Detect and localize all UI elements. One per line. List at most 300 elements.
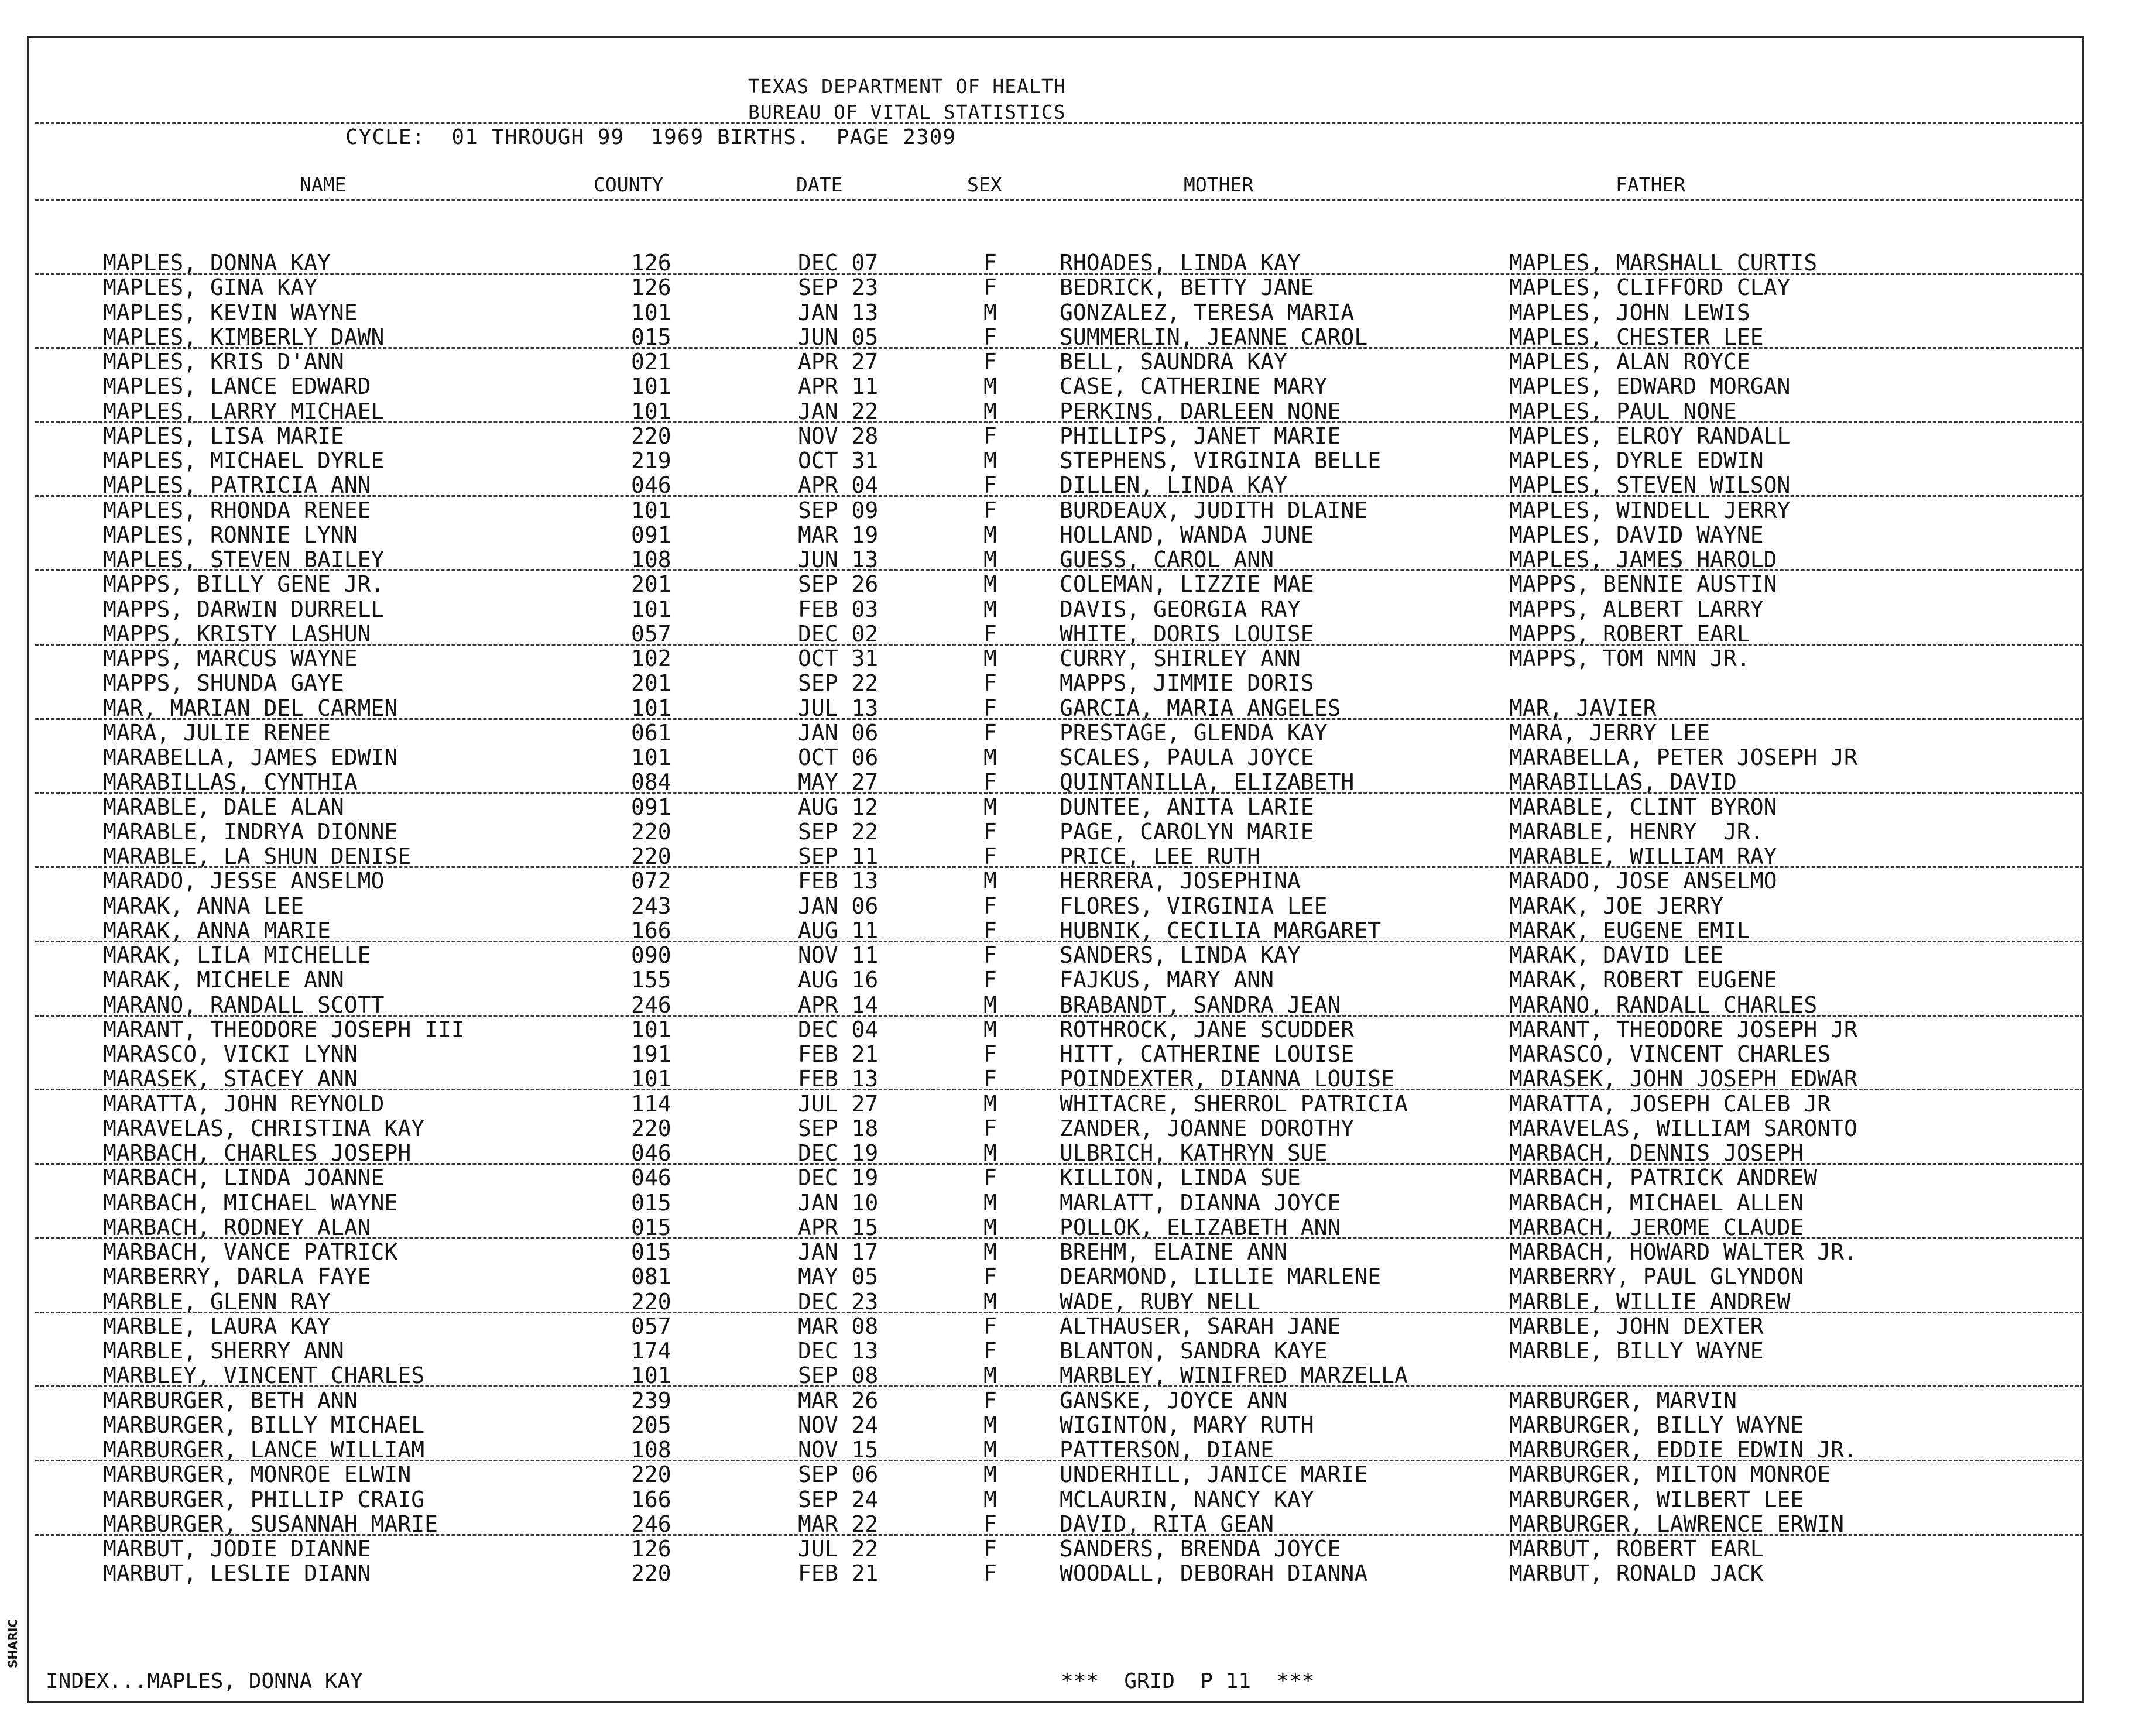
cell-county: 220	[631, 843, 671, 869]
cell-father: MARAK, EUGENE EMIL	[1509, 917, 1750, 944]
cell-mother: STEPHENS, VIRGINIA BELLE	[1060, 448, 1382, 474]
table-row	[0, 770, 2139, 794]
cell-date: NOV 15	[798, 1437, 879, 1463]
table-row	[0, 993, 2139, 1017]
table-row	[0, 275, 2139, 300]
cell-name: MARABELLA, JAMES EDWIN	[103, 745, 398, 770]
cell-father: MARBUT, ROBERT EARL	[1509, 1536, 1764, 1562]
cell-county: 091	[631, 522, 671, 548]
cell-mother: BELL, SAUNDRA KAY	[1060, 349, 1287, 375]
cell-name: MARAK, MICHELE ANN	[103, 967, 344, 993]
cell-date: JAN 06	[798, 719, 879, 746]
cell-name: MARAK, ANNA MARIE	[103, 917, 331, 944]
cell-name: MAPPS, MARCUS WAYNE	[103, 646, 358, 671]
cell-sex: M	[983, 794, 997, 820]
table-row	[0, 399, 2139, 424]
cell-mother: WOODALL, DEBORAH DIANNA	[1060, 1560, 1368, 1587]
cell-county: 015	[631, 1214, 671, 1240]
cell-county: 155	[631, 967, 671, 993]
cell-county: 126	[631, 1536, 671, 1562]
cell-sex: F	[983, 1387, 997, 1413]
cell-date: JUL 22	[798, 1536, 879, 1562]
cell-father: MARASEK, JOHN JOSEPH EDWAR	[1509, 1066, 1857, 1092]
table-row	[0, 325, 2139, 349]
cell-sex: F	[983, 1560, 997, 1587]
cell-sex: F	[983, 893, 997, 919]
cell-county: 101	[631, 299, 671, 325]
cell-father: MARAVELAS, WILLIAM SARONTO	[1509, 1115, 1857, 1141]
cell-sex: M	[983, 299, 997, 325]
cycle-line: CYCLE: 01 THROUGH 99 1969 BIRTHS. PAGE 2309	[345, 125, 956, 149]
table-row	[0, 1042, 2139, 1066]
cell-date: DEC 04	[798, 1016, 879, 1042]
cell-mother: HITT, CATHERINE LOUISE	[1060, 1041, 1355, 1067]
cell-mother: ROTHROCK, JANE SCUDDER	[1060, 1016, 1355, 1042]
cell-county: 101	[631, 1016, 671, 1042]
cell-sex: F	[983, 497, 997, 523]
cell-sex: F	[983, 818, 997, 845]
cell-county: 015	[631, 324, 671, 350]
cell-county: 015	[631, 1239, 671, 1265]
cell-county: 101	[631, 596, 671, 622]
cell-name: MAPLES, KEVIN WAYNE	[103, 299, 358, 325]
cell-mother: WIGINTON, MARY RUTH	[1060, 1412, 1314, 1438]
cell-name: MARBURGER, SUSANNAH MARIE	[103, 1511, 438, 1537]
cell-mother: GONZALEZ, TERESA MARIA	[1060, 299, 1355, 325]
table-row	[0, 943, 2139, 968]
cell-date: DEC 13	[798, 1338, 879, 1364]
cell-father: MAPLES, MARSHALL CURTIS	[1509, 250, 1818, 276]
cell-date: OCT 31	[798, 646, 879, 671]
table-row	[0, 1289, 2139, 1314]
cell-county: 057	[631, 620, 671, 647]
cell-name: MARABLE, LA SHUN DENISE	[103, 843, 412, 869]
cell-mother: COLEMAN, LIZZIE MAE	[1060, 571, 1314, 598]
cell-county: 072	[631, 868, 671, 894]
table-row	[0, 349, 2139, 374]
cell-name: MARBACH, RODNEY ALAN	[103, 1214, 371, 1240]
cell-county: 091	[631, 794, 671, 820]
cell-county: 061	[631, 719, 671, 746]
cell-mother: DEARMOND, LILLIE MARLENE	[1060, 1264, 1382, 1290]
cell-date: JAN 06	[798, 893, 879, 919]
table-row	[0, 1141, 2139, 1165]
cell-county: 166	[631, 917, 671, 944]
cell-mother: UNDERHILL, JANICE MARIE	[1060, 1461, 1368, 1488]
cell-name: MARASEK, STACEY ANN	[103, 1066, 358, 1092]
cell-county: 205	[631, 1412, 671, 1438]
table-row	[0, 1536, 2139, 1561]
cell-father: MAPLES, DAVID WAYNE	[1509, 522, 1764, 548]
cell-date: NOV 11	[798, 942, 879, 968]
cell-county: 243	[631, 893, 671, 919]
cell-date: AUG 12	[798, 794, 879, 820]
table-row	[0, 968, 2139, 992]
table-row	[0, 671, 2139, 695]
cell-date: SEP 09	[798, 497, 879, 523]
table-row	[0, 1462, 2139, 1487]
table-row	[0, 869, 2139, 893]
cell-county: 021	[631, 349, 671, 375]
cell-date: JUL 13	[798, 695, 879, 721]
cell-county: 090	[631, 942, 671, 968]
cell-mother: BURDEAUX, JUDITH DLAINE	[1060, 497, 1368, 523]
cell-date: DEC 23	[798, 1288, 879, 1315]
table-row	[0, 1388, 2139, 1413]
cell-date: APR 14	[798, 991, 879, 1018]
cell-date: MAR 19	[798, 522, 879, 548]
cell-mother: WADE, RUBY NELL	[1060, 1288, 1261, 1315]
cell-sex: F	[983, 250, 997, 276]
cell-mother: CURRY, SHIRLEY ANN	[1060, 646, 1301, 671]
cell-sex: F	[983, 1511, 997, 1537]
cell-mother: BRABANDT, SANDRA JEAN	[1060, 991, 1341, 1018]
cell-date: SEP 22	[798, 818, 879, 845]
cell-sex: F	[983, 349, 997, 375]
column-header-sex: SEX	[967, 173, 1002, 196]
table-row	[0, 1339, 2139, 1363]
table-row	[0, 696, 2139, 721]
cell-father: MARBUT, RONALD JACK	[1509, 1560, 1764, 1587]
cell-mother: PERKINS, DARLEEN NONE	[1060, 398, 1341, 424]
cell-father: MARBURGER, WILBERT LEE	[1509, 1486, 1804, 1512]
cell-sex: M	[983, 1412, 997, 1438]
cell-father: MARADO, JOSE ANSELMO	[1509, 868, 1777, 894]
cell-name: MAPLES, LISA MARIE	[103, 423, 344, 449]
table-row	[0, 424, 2139, 448]
cell-father: MAPPS, TOM NMN JR.	[1509, 646, 1750, 671]
cell-county: 101	[631, 373, 671, 400]
cell-date: DEC 19	[798, 1165, 879, 1191]
cell-sex: M	[983, 991, 997, 1018]
cell-mother: SUMMERLIN, JEANNE CAROL	[1060, 324, 1368, 350]
cell-father: MAPPS, BENNIE AUSTIN	[1509, 571, 1777, 598]
cell-sex: M	[983, 1090, 997, 1117]
table-row	[0, 1264, 2139, 1289]
table-row	[0, 844, 2139, 869]
cell-name: MARBACH, MICHAEL WAYNE	[103, 1189, 398, 1216]
cell-father: MARBLE, JOHN DEXTER	[1509, 1313, 1764, 1339]
cell-father: MAPLES, WINDELL JERRY	[1509, 497, 1791, 523]
cell-father: MAPLES, DYRLE EDWIN	[1509, 448, 1764, 474]
cell-father: MARAK, DAVID LEE	[1509, 942, 1724, 968]
cell-father: MARBURGER, EDDIE EDWIN JR.	[1509, 1437, 1857, 1463]
cell-mother: FAJKUS, MARY ANN	[1060, 967, 1274, 993]
cell-county: 057	[631, 1313, 671, 1339]
cell-father: MARABLE, CLINT BYRON	[1509, 794, 1777, 820]
cell-sex: F	[983, 1066, 997, 1092]
cell-date: JUN 13	[798, 547, 879, 572]
cell-date: JUN 05	[798, 324, 879, 350]
cell-father: MAPLES, ELROY RANDALL	[1509, 423, 1791, 449]
cell-mother: BLANTON, SANDRA KAYE	[1060, 1338, 1328, 1364]
cell-mother: GUESS, CAROL ANN	[1060, 547, 1274, 572]
cell-name: MARBACH, CHARLES JOSEPH	[103, 1140, 412, 1166]
agency-title: TEXAS DEPARTMENT OF HEALTH	[748, 75, 1066, 98]
cell-sex: F	[983, 769, 997, 795]
table-row	[0, 1561, 2139, 1586]
cell-mother: PRICE, LEE RUTH	[1060, 843, 1261, 869]
cell-name: MAPLES, DONNA KAY	[103, 250, 331, 276]
cell-name: MARBURGER, BETH ANN	[103, 1387, 358, 1413]
cell-father: MAPLES, ALAN ROYCE	[1509, 349, 1750, 375]
table-row	[0, 1314, 2139, 1339]
table-row	[0, 251, 2139, 275]
cell-mother: SANDERS, BRENDA JOYCE	[1060, 1536, 1341, 1562]
cell-name: MAPPS, BILLY GENE JR.	[103, 571, 385, 598]
cell-sex: M	[983, 1140, 997, 1166]
cell-county: 201	[631, 670, 671, 697]
cell-name: MAPLES, MICHAEL DYRLE	[103, 448, 385, 474]
table-row	[0, 1092, 2139, 1116]
cell-father: MARBACH, MICHAEL ALLEN	[1509, 1189, 1804, 1216]
cell-father: MARBACH, DENNIS JOSEPH	[1509, 1140, 1804, 1166]
row-divider	[35, 495, 2084, 497]
cell-mother: QUINTANILLA, ELIZABETH	[1060, 769, 1355, 795]
cell-date: SEP 23	[798, 275, 879, 301]
cell-mother: HERRERA, JOSEPHINA	[1060, 868, 1301, 894]
cell-county: 108	[631, 1437, 671, 1463]
cell-name: MAPLES, LANCE EDWARD	[103, 373, 371, 400]
cell-date: SEP 06	[798, 1461, 879, 1488]
cell-county: 101	[631, 695, 671, 721]
cell-father: MAPLES, CHESTER LEE	[1509, 324, 1764, 350]
cell-county: 101	[631, 497, 671, 523]
cell-county: 166	[631, 1486, 671, 1512]
cell-name: MARABLE, DALE ALAN	[103, 794, 344, 820]
cell-date: DEC 02	[798, 620, 879, 647]
cell-sex: M	[983, 1214, 997, 1240]
table-row	[0, 1191, 2139, 1215]
cell-name: MAPLES, STEVEN BAILEY	[103, 547, 385, 572]
cell-date: FEB 03	[798, 596, 879, 622]
cell-sex: F	[983, 275, 997, 301]
cell-date: SEP 22	[798, 670, 879, 697]
table-row	[0, 547, 2139, 572]
cell-name: MARBLE, GLENN RAY	[103, 1288, 331, 1315]
cell-mother: HUBNIK, CECILIA MARGARET	[1060, 917, 1382, 944]
cell-county: 191	[631, 1041, 671, 1067]
cell-name: MAPLES, RONNIE LYNN	[103, 522, 358, 548]
cell-mother: BREHM, ELAINE ANN	[1060, 1239, 1287, 1265]
cell-county: 220	[631, 818, 671, 845]
cell-sex: M	[983, 373, 997, 400]
cell-name: MARABILLAS, CYNTHIA	[103, 769, 358, 795]
cell-sex: F	[983, 1338, 997, 1364]
side-label: SHARIC	[6, 1618, 20, 1668]
cell-mother: HOLLAND, WANDA JUNE	[1060, 522, 1314, 548]
cell-date: MAY 05	[798, 1264, 879, 1290]
cell-father: MARABLE, WILLIAM RAY	[1509, 843, 1777, 869]
cell-sex: M	[983, 398, 997, 424]
cell-father: MARATTA, JOSEPH CALEB JR	[1509, 1090, 1831, 1117]
cell-sex: F	[983, 1115, 997, 1141]
cell-county: 046	[631, 472, 671, 499]
cell-father: MARBURGER, MILTON MONROE	[1509, 1461, 1831, 1488]
cell-name: MAPLES, RHONDA RENEE	[103, 497, 371, 523]
cell-county: 101	[631, 745, 671, 770]
cell-sex: M	[983, 571, 997, 598]
cell-sex: F	[983, 472, 997, 499]
cell-name: MAPLES, LARRY MICHAEL	[103, 398, 385, 424]
cell-date: MAY 27	[798, 769, 879, 795]
cell-mother: ALTHAUSER, SARAH JANE	[1060, 1313, 1341, 1339]
cell-date: FEB 13	[798, 1066, 879, 1092]
cell-sex: F	[983, 620, 997, 647]
cell-name: MAPLES, PATRICIA ANN	[103, 472, 371, 499]
cell-mother: ZANDER, JOANNE DOROTHY	[1060, 1115, 1355, 1141]
cell-county: 084	[631, 769, 671, 795]
cell-father: MAPLES, STEVEN WILSON	[1509, 472, 1791, 499]
cell-name: MARBACH, VANCE PATRICK	[103, 1239, 398, 1265]
cell-date: FEB 13	[798, 868, 879, 894]
cell-name: MARBUT, JODIE DIANNE	[103, 1536, 371, 1562]
cell-name: MARA, JULIE RENEE	[103, 719, 331, 746]
cell-sex: F	[983, 1165, 997, 1191]
cell-date: SEP 26	[798, 571, 879, 598]
table-row	[0, 1437, 2139, 1462]
cell-sex: F	[983, 695, 997, 721]
cell-county: 220	[631, 1115, 671, 1141]
cell-name: MARANO, RANDALL SCOTT	[103, 991, 385, 1018]
table-row	[0, 646, 2139, 671]
cell-father: MARAK, JOE JERRY	[1509, 893, 1724, 919]
table-row	[0, 523, 2139, 547]
cell-name: MARANT, THEODORE JOSEPH III	[103, 1016, 465, 1042]
cell-date: MAR 08	[798, 1313, 879, 1339]
table-row	[0, 721, 2139, 745]
cell-county: 174	[631, 1338, 671, 1364]
table-row	[0, 1363, 2139, 1388]
cell-date: MAR 22	[798, 1511, 879, 1537]
cell-name: MARAVELAS, CHRISTINA KAY	[103, 1115, 425, 1141]
cell-father: MAPLES, PAUL NONE	[1509, 398, 1737, 424]
cell-date: APR 04	[798, 472, 879, 499]
cell-mother: FLORES, VIRGINIA LEE	[1060, 893, 1328, 919]
cell-mother: WHITE, DORIS LOUISE	[1060, 620, 1314, 647]
cell-name: MAPPS, KRISTY LASHUN	[103, 620, 371, 647]
cell-name: MARASCO, VICKI LYNN	[103, 1041, 358, 1067]
table-row	[0, 572, 2139, 596]
table-row	[0, 1215, 2139, 1240]
cell-sex: M	[983, 1437, 997, 1463]
cell-county: 220	[631, 1288, 671, 1315]
table-row	[0, 918, 2139, 943]
table-row	[0, 1512, 2139, 1536]
cell-date: APR 27	[798, 349, 879, 375]
cell-sex: M	[983, 646, 997, 671]
cell-father: MARBACH, PATRICK ANDREW	[1509, 1165, 1818, 1191]
cell-date: APR 15	[798, 1214, 879, 1240]
cell-mother: DILLEN, LINDA KAY	[1060, 472, 1287, 499]
cell-sex: M	[983, 522, 997, 548]
cell-date: JUL 27	[798, 1090, 879, 1117]
cell-county: 239	[631, 1387, 671, 1413]
cell-county: 126	[631, 275, 671, 301]
cell-mother: ULBRICH, KATHRYN SUE	[1060, 1140, 1328, 1166]
cell-name: MARBUT, LESLIE DIANN	[103, 1560, 371, 1587]
cell-sex: F	[983, 324, 997, 350]
cell-date: AUG 16	[798, 967, 879, 993]
cell-father: MARBERRY, PAUL GLYNDON	[1509, 1264, 1804, 1290]
cell-mother: DAVID, RITA GEAN	[1060, 1511, 1274, 1537]
cell-county: 220	[631, 1560, 671, 1587]
cell-father: MARBURGER, BILLY WAYNE	[1509, 1412, 1804, 1438]
cell-sex: F	[983, 1041, 997, 1067]
cell-sex: F	[983, 967, 997, 993]
cell-county: 220	[631, 1461, 671, 1488]
cell-mother: KILLION, LINDA SUE	[1060, 1165, 1301, 1191]
cell-sex: M	[983, 1239, 997, 1265]
cell-father: MARA, JERRY LEE	[1509, 719, 1710, 746]
cell-mother: BEDRICK, BETTY JANE	[1060, 275, 1314, 301]
column-header-date: DATE	[796, 173, 843, 196]
row-divider	[35, 1089, 2084, 1090]
cell-mother: RHOADES, LINDA KAY	[1060, 250, 1301, 276]
cell-sex: M	[983, 1288, 997, 1315]
table-row	[0, 300, 2139, 325]
cell-date: FEB 21	[798, 1560, 879, 1587]
cell-mother: MAPPS, JIMMIE DORIS	[1060, 670, 1314, 697]
cell-name: MARABLE, INDRYA DIONNE	[103, 818, 398, 845]
cell-county: 101	[631, 398, 671, 424]
cell-father: MAPLES, EDWARD MORGAN	[1509, 373, 1791, 400]
cell-sex: M	[983, 1016, 997, 1042]
table-row	[0, 448, 2139, 473]
cell-date: OCT 31	[798, 448, 879, 474]
cell-name: MAPLES, GINA KAY	[103, 275, 318, 301]
cell-sex: M	[983, 596, 997, 622]
cell-father: MARABLE, HENRY JR.	[1509, 818, 1764, 845]
cell-county: 219	[631, 448, 671, 474]
row-divider	[35, 792, 2084, 794]
cell-sex: M	[983, 745, 997, 770]
cell-mother: PATTERSON, DIANE	[1060, 1437, 1274, 1463]
cell-name: MAPPS, SHUNDA GAYE	[103, 670, 344, 697]
cell-county: 102	[631, 646, 671, 671]
cell-date: SEP 08	[798, 1363, 879, 1389]
cell-name: MARBURGER, LANCE WILLIAM	[103, 1437, 425, 1463]
cell-mother: GANSKE, JOYCE ANN	[1060, 1387, 1287, 1413]
cell-name: MARBACH, LINDA JOANNE	[103, 1165, 385, 1191]
cell-date: SEP 18	[798, 1115, 879, 1141]
cell-name: MARAK, ANNA LEE	[103, 893, 304, 919]
cell-mother: CASE, CATHERINE MARY	[1060, 373, 1328, 400]
cell-father: MARASCO, VINCENT CHARLES	[1509, 1041, 1831, 1067]
cell-mother: DAVIS, GEORGIA RAY	[1060, 596, 1301, 622]
cell-county: 246	[631, 1511, 671, 1537]
table-row	[0, 745, 2139, 770]
cell-date: NOV 28	[798, 423, 879, 449]
table-row	[0, 1116, 2139, 1141]
table-row	[0, 795, 2139, 819]
cell-father: MARANT, THEODORE JOSEPH JR	[1509, 1016, 1857, 1042]
cell-name: MARBURGER, PHILLIP CRAIG	[103, 1486, 425, 1512]
cell-name: MAR, MARIAN DEL CARMEN	[103, 695, 398, 721]
table-row	[0, 622, 2139, 646]
cell-county: 046	[631, 1165, 671, 1191]
cell-date: MAR 26	[798, 1387, 879, 1413]
cell-sex: M	[983, 1189, 997, 1216]
cell-sex: M	[983, 1461, 997, 1488]
cell-county: 101	[631, 1066, 671, 1092]
cell-father: MARBURGER, LAWRENCE ERWIN	[1509, 1511, 1844, 1537]
cell-date: DEC 07	[798, 250, 879, 276]
table-row	[0, 1240, 2139, 1264]
cell-name: MAPLES, KRIS D'ANN	[103, 349, 344, 375]
grid-footer: *** GRID P 11 ***	[1061, 1669, 1315, 1693]
cell-name: MARAK, LILA MICHELLE	[103, 942, 371, 968]
